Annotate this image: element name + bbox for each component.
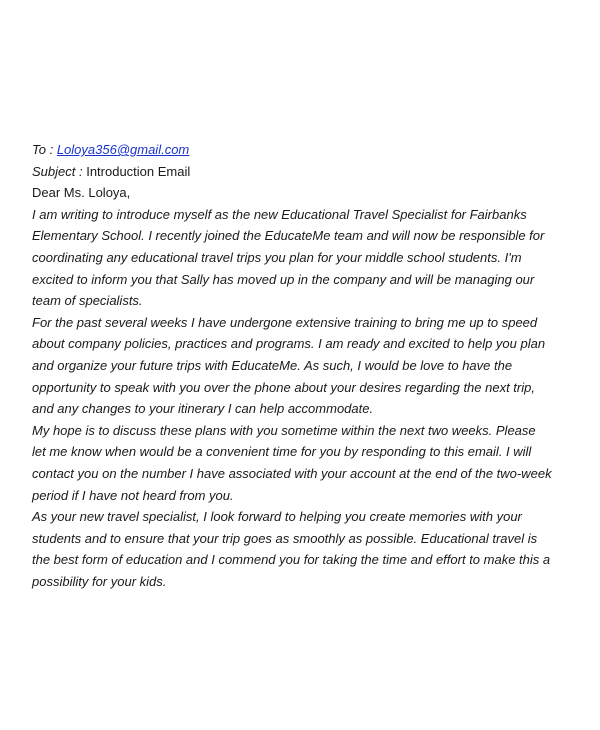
to-line [32,139,572,161]
subject-value: Introduction Email [86,163,191,179]
paragraph-line: Elementary School. I recently joined the EducateMe team and will now be responsible for [32,228,545,244]
paragraph-line: As your new travel specialist, I look forward to helping you create memories with your [32,509,522,525]
paragraph-line: let me know when would be a convenient time for you by responding to this email. I will [32,444,532,460]
paragraph-line: students and to ensure that your trip goes as smoothly as possible. Educational travel is [32,530,538,546]
paragraph-line: contact you on the number I have associated with your account at the end of the two-week [32,465,552,481]
subject-label: Subject : [32,163,87,179]
paragraph-line: excited to inform you that Sally has moved up in the company and will be managing our [32,271,535,287]
paragraph-line: team of specialists. [32,293,143,309]
paragraph-1 [32,204,572,312]
paragraph-line: I am writing to introduce myself as the new Educational Travel Specialist for Fairbanks [32,206,527,222]
paragraph-2 [32,312,572,420]
paragraph-line: For the past several weeks I have undergone extensive training to bring me up to speed [32,314,538,330]
paragraph-line: about company policies, practices and programs. I am ready and excited to help you plan [32,336,546,352]
subject-line [32,161,572,183]
paragraph-line: coordinating any educational travel trips you plan for your middle school students. I'm [32,249,522,265]
paragraph-4 [32,506,572,592]
paragraph-line: the best form of education and I commend you for taking the time and effort to make this a [32,552,551,568]
to-email-link[interactable]: Loloya356@gmail.com [56,142,190,157]
to-label: To : [32,142,57,157]
paragraph-line: My hope is to discuss these plans with you sometime within the next two weeks. Please [32,422,536,438]
paragraph-line: and any changes to your itinerary I can help accommodate. [32,401,374,417]
paragraph-line: opportunity to speak with you over the phone about your desires regarding the next trip, [32,379,535,395]
paragraph-3 [32,420,572,506]
greeting: Dear Ms. Loloya, [32,185,131,201]
paragraph-line: and organize your future trips with EducateMe. As such, I would be love to have the [32,357,513,373]
paragraph-line: period if I have not heard from you. [32,487,234,503]
email-letter [32,139,572,592]
paragraph-line: possibility for your kids. [32,573,167,589]
